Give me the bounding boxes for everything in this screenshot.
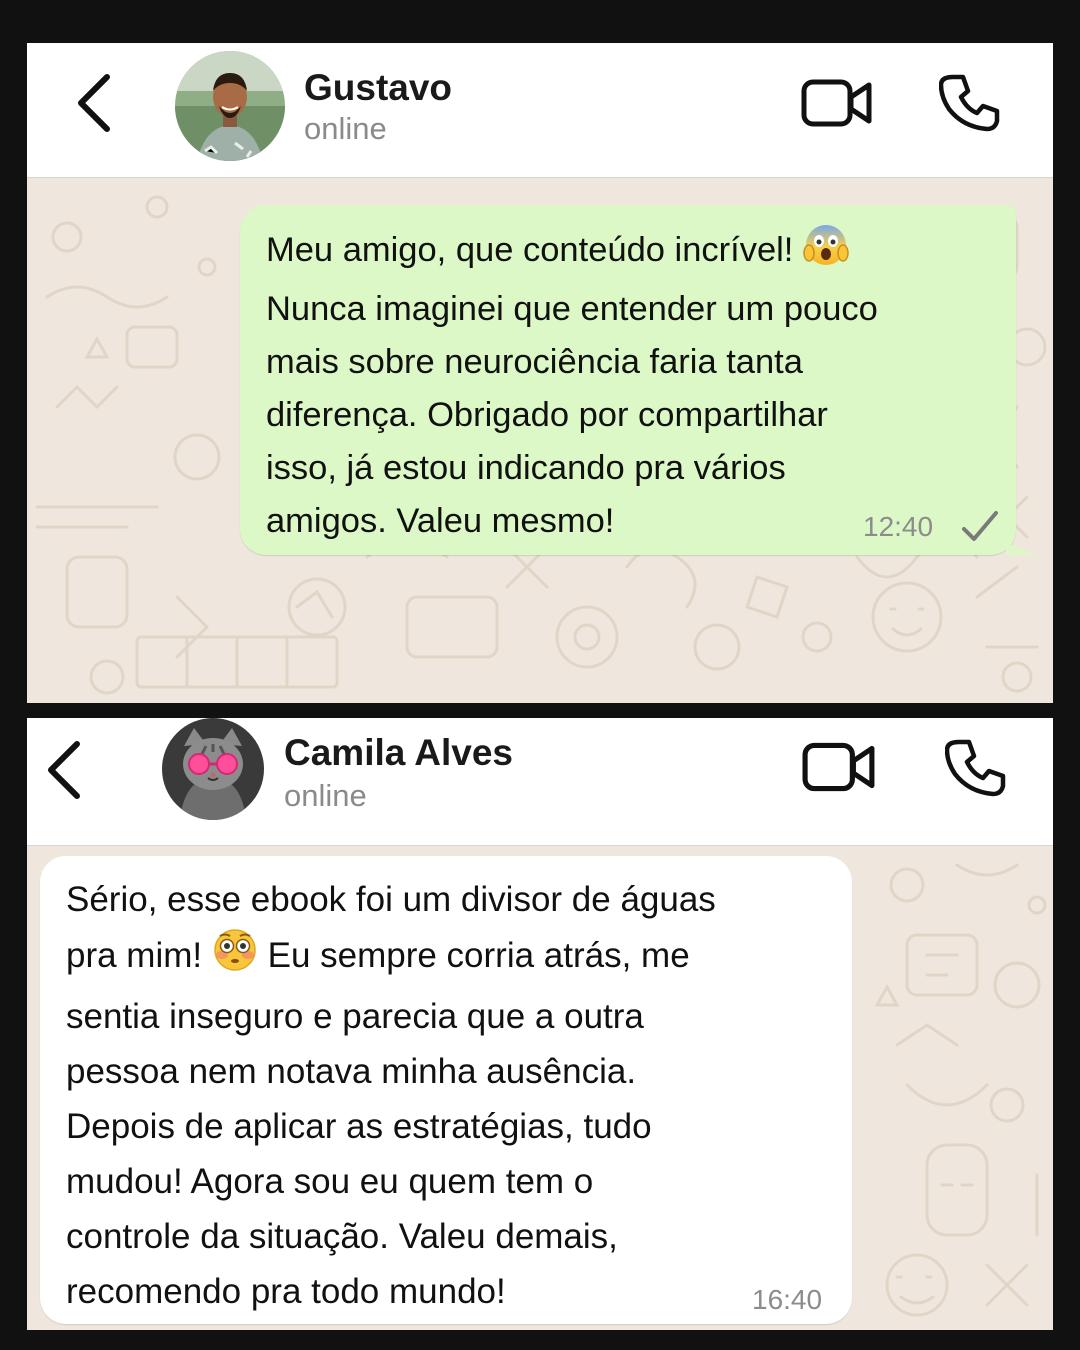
contact-name[interactable]: Camila Alves xyxy=(284,732,513,773)
flushed-face-icon xyxy=(212,927,258,989)
message-time: 16:40 xyxy=(752,1284,823,1315)
chevron-left-icon xyxy=(41,738,87,802)
video-camera-icon xyxy=(801,77,873,129)
message-line: Eu sempre corria atrás, me xyxy=(267,936,690,975)
message-line: Nunca imaginei que entender um pouco xyxy=(266,290,878,328)
avatar[interactable] xyxy=(175,51,285,161)
contact-status: online xyxy=(304,111,387,146)
message-line: amigos. Valeu mesmo! xyxy=(266,502,615,540)
video-call-button[interactable] xyxy=(802,740,876,794)
contact-status: online xyxy=(284,778,367,813)
back-button[interactable] xyxy=(41,738,87,802)
voice-call-button[interactable] xyxy=(939,73,1001,135)
message-line: mais sobre neurociência faria tanta xyxy=(266,343,803,381)
bubble-tail xyxy=(1006,543,1036,555)
video-camera-icon xyxy=(802,740,876,794)
chevron-left-icon xyxy=(71,71,117,135)
face-screaming-in-fear-icon xyxy=(803,221,849,283)
message-text xyxy=(66,872,846,1319)
message-line: pra mim! xyxy=(66,936,203,975)
chat-header xyxy=(27,718,1053,846)
voice-call-button[interactable] xyxy=(945,738,1007,800)
video-call-button[interactable] xyxy=(801,77,873,129)
contact-name[interactable]: Gustavo xyxy=(304,67,453,108)
message-line: mudou! Agora sou eu quem tem o xyxy=(66,1162,594,1201)
single-check-icon xyxy=(960,509,1000,550)
message-bubble-incoming[interactable] xyxy=(40,856,852,1324)
avatar[interactable] xyxy=(162,718,264,820)
message-time: 12:40 xyxy=(863,511,934,542)
message-line: recomendo pra todo mundo! xyxy=(66,1272,506,1311)
phone-icon xyxy=(939,73,1001,135)
message-line: sentia inseguro e parecia que a outra xyxy=(66,997,644,1036)
back-button[interactable] xyxy=(71,71,117,135)
message-bubble-outgoing[interactable] xyxy=(240,205,1016,555)
message-line: Depois de aplicar as estratégias, tudo xyxy=(66,1107,652,1146)
message-line: Sério, esse ebook foi um divisor de águas xyxy=(66,880,716,919)
message-line: Meu amigo, que conteúdo incrível! xyxy=(266,231,794,269)
message-line: isso, já estou indicando pra vários xyxy=(266,449,786,487)
chat-screen-camila xyxy=(27,718,1053,1330)
message-line: diferença. Obrigado por compartilhar xyxy=(266,396,828,434)
chat-header xyxy=(27,43,1053,178)
phone-icon xyxy=(945,738,1007,800)
chat-screen-gustavo xyxy=(27,43,1053,703)
message-text xyxy=(266,221,1006,548)
message-line: pessoa nem notava minha ausência. xyxy=(66,1052,637,1091)
message-line: controle da situação. Valeu demais, xyxy=(66,1217,618,1256)
